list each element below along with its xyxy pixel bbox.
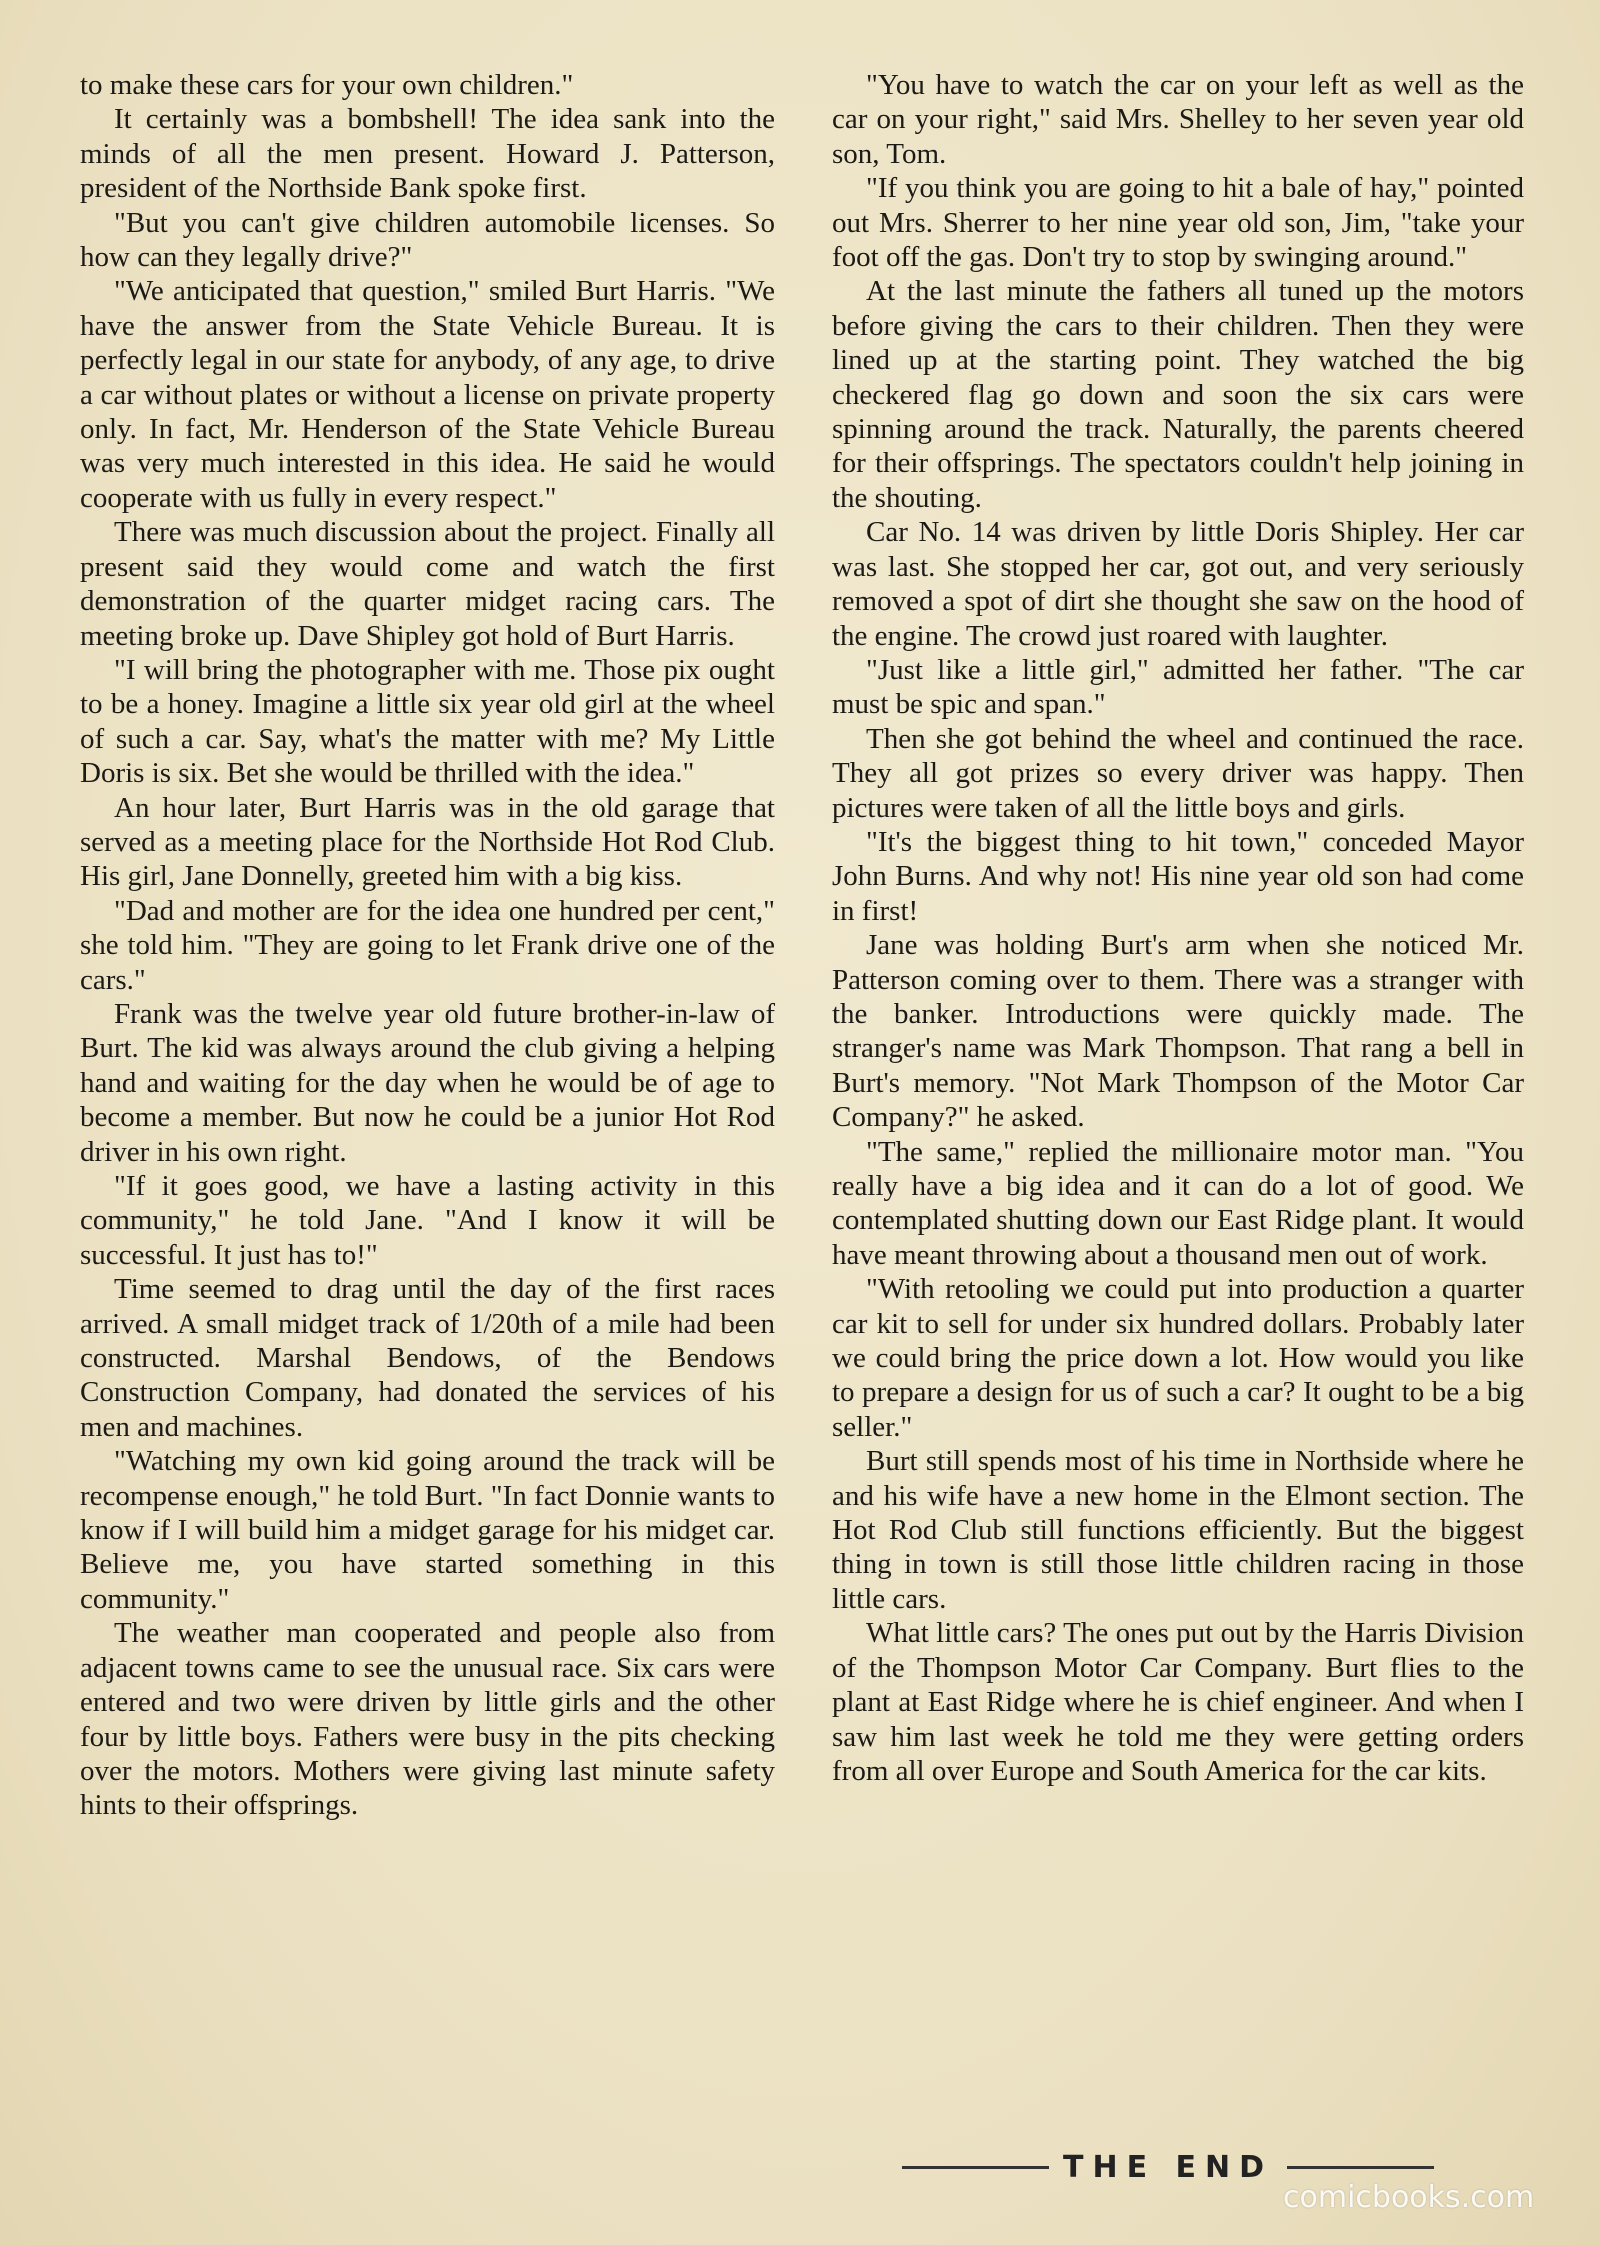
paragraph: "Just like a little girl," admitted her father. "The car must be spic and span."	[832, 653, 1524, 721]
paragraph: Time seemed to drag until the day of the first races arrived. A small midget track of 1/20th of a mile had been constructed. Marshal Bendows, of the Bendows Construction Company, had donated the services of his men and machines.	[80, 1273, 775, 1443]
paragraph: Car No. 14 was driven by little Doris Shipley. Her car was last. She stopped her car, got out, and very seriously removed a spot of dirt she thought she saw on the hood of the engine. The crowd just roared with laughter.	[832, 516, 1524, 652]
paragraph: Jane was holding Burt's arm when she noticed Mr. Patterson coming over to them. There was a stranger with the banker. Introductions were quickly made. The stranger's name was Mark Thompson. That rang a bell in Burt's memory. "Not Mark Thompson of the Motor Car Company?" he asked.	[832, 929, 1524, 1134]
paragraph: "You have to watch the car on your left as well as the car on your right," said Mrs. Shelley to her seven year old son, Tom.	[832, 69, 1524, 170]
paragraph: "But you can't give children automobile licenses. So how can they legally drive?"	[80, 206, 775, 274]
paragraph: "We anticipated that question," smiled Burt Harris. "We have the answer from the State Vehicle Bureau. It is perfectly legal in our state for anybody, of any age, to drive a car without plates or without a license on private property only. In fact, Mr. Henderson of the State Vehicle Bureau was very much interested in this idea. He said he would cooperate with us fully in every respect."	[80, 275, 775, 514]
paragraph: "The same," replied the millionaire motor man. "You really have a big idea and it can do a lot of good. We contemplated shutting down our East Ridge plant. It would have meant throwing about a thousand men out of work.	[832, 1135, 1524, 1271]
right-column	[832, 68, 1524, 1788]
paragraph: "Watching my own kid going around the track will be recompense enough," he told Burt. "In fact Donnie wants to know if I will build him a midget garage for his midget car. Believe me, you have started something in this community."	[80, 1445, 775, 1615]
the-end-text: THE END	[1063, 2149, 1274, 2185]
paragraph: What little cars? The ones put out by the Harris Division of the Thompson Motor Car Company. Burt flies to the plant at East Ridge where he is chief engineer. And when I saw him last week he told me they were getting orders from all over Europe and South America for the car kits.	[832, 1617, 1524, 1787]
paragraph: Frank was the twelve year old future brother-in-law of Burt. The kid was always around the club giving a helping hand and waiting for the day when he would be of age to become a member. But now he could be a junior Hot Rod driver in his own right.	[80, 997, 775, 1168]
paragraph: "If you think you are going to hit a bale of hay," pointed out Mrs. Sherrer to her nine year old son, Jim, "take your foot off the gas. Don't try to stop by swinging around."	[832, 172, 1524, 274]
paragraph: "With retooling we could put into production a quarter car kit to sell for under six hundred dollars. Probably later we could bring the price down a lot. How would you like to prepare a design for us of such a car? It ought to be a big seller."	[832, 1273, 1524, 1443]
paragraph: An hour later, Burt Harris was in the old garage that served as a meeting place for the Northside Hot Rod Club. His girl, Jane Donnelly, greeted him with a big kiss.	[80, 791, 775, 893]
paragraph: At the last minute the fathers all tuned up the motors before giving the cars to their children. Then they were lined up at the starting point. They watched the big checkered flag go down and soon the six cars were spinning around the track. Naturally, the parents cheered for their offsprings. The spectators couldn't help joining in the shouting.	[832, 275, 1524, 514]
site-watermark: comicbooks.com	[1283, 2180, 1535, 2215]
paragraph: "If it goes good, we have a lasting activity in this community," he told Jane. "And I know it will be successful. It just has to!"	[80, 1170, 775, 1271]
paragraph: Burt still spends most of his time in Northside where he and his wife have a new home in the Elmont section. The Hot Rod Club still functions efficiently. But the biggest thing in town is still those little children racing in those little cars.	[832, 1445, 1524, 1615]
paragraph: to make these cars for your own children."	[80, 69, 574, 101]
left-column	[80, 68, 775, 1823]
paragraph: "I will bring the photographer with me. Those pix ought to be a honey. Imagine a little six year old girl at the wheel of such a car. Say, what's the matter with me? My Little Doris is six. Bet she would be thrilled with the idea."	[80, 653, 775, 790]
paragraph: There was much discussion about the project. Finally all present said they would come and watch the first demonstration of the quarter midget racing cars. The meeting broke up. Dave Shipley got hold of Burt Harris.	[80, 516, 775, 652]
left-rule	[902, 2166, 1049, 2169]
paragraph: It certainly was a bombshell! The idea sank into the minds of all the men present. Howard J. Patterson, president of the Northside Bank spoke first.	[80, 103, 775, 205]
paragraph: The weather man cooperated and people also from adjacent towns came to see the unusual race. Six cars were entered and two were driven by little girls and the other four by little boys. Fathers were busy in the pits checking over the motors. Mothers were giving last minute safety hints to their offsprings.	[80, 1617, 775, 1822]
paragraph: Then she got behind the wheel and continued the race. They all got prizes so every driver was happy. Then pictures were taken of all the little boys and girls.	[832, 722, 1524, 824]
paragraph: "Dad and mother are for the idea one hundred per cent," she told him. "They are going to let Frank drive one of the cars."	[80, 894, 775, 996]
paragraph: "It's the biggest thing to hit town," conceded Mayor John Burns. And why not! His nine year old son had come in first!	[832, 825, 1524, 927]
right-rule	[1287, 2166, 1434, 2169]
